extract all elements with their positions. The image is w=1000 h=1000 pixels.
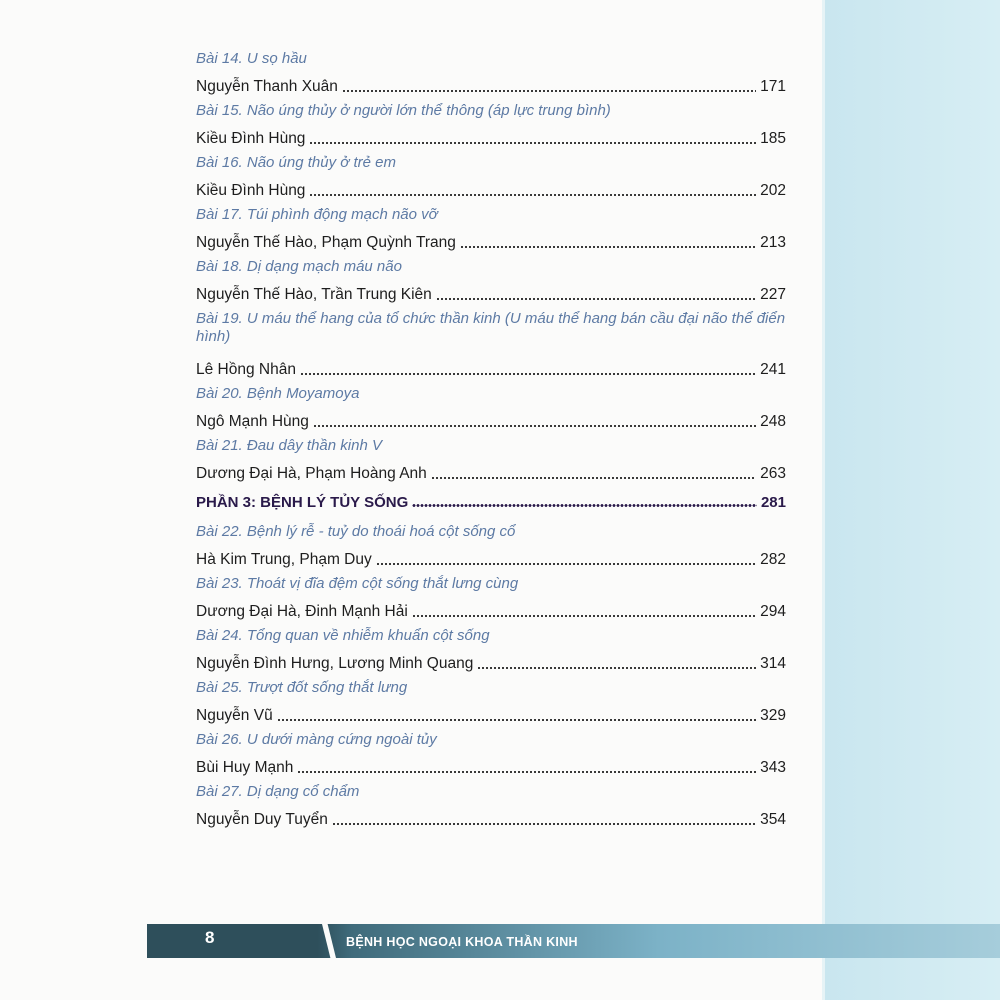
table-of-contents (196, 50, 786, 835)
toc-entry (196, 385, 786, 437)
lesson-authors: Dương Đại Hà, Đinh Mạnh Hải (196, 603, 408, 620)
toc-line (196, 809, 786, 829)
lesson-title: Bài 23. Thoát vị đĩa đệm cột sống thắt lưng cùng (196, 575, 519, 592)
page-number: 213 (760, 234, 786, 251)
toc-entry (196, 102, 786, 154)
toc-entry (196, 627, 786, 679)
lesson-title: Bài 15. Não úng thủy ở người lớn thể thông (áp lực trung bình) (196, 102, 611, 119)
toc-entry (196, 679, 786, 731)
dot-leader (313, 425, 756, 427)
lesson-authors: Kiều Đình Hùng (196, 182, 306, 199)
toc-entry (196, 154, 786, 206)
lesson-title: Bài 24. Tổng quan về nhiễm khuẩn cột sống (196, 627, 490, 644)
page-number: 281 (760, 494, 786, 511)
toc-entry (196, 783, 786, 835)
lesson-title: Bài 16. Não úng thủy ở trẻ em (196, 154, 397, 171)
page-number: 171 (760, 78, 786, 95)
toc-entry (196, 523, 786, 575)
lesson-authors: Bùi Huy Mạnh (196, 759, 294, 776)
lesson-authors: Nguyễn Đình Hưng, Lương Minh Quang (196, 655, 474, 672)
dot-leader (412, 504, 757, 507)
lesson-authors: Nguyễn Thế Hào, Phạm Quỳnh Trang (196, 234, 456, 251)
page-number: 329 (760, 707, 786, 724)
lesson-title: Bài 22. Bệnh lý rễ - tuỷ do thoái hoá cột sống cổ (196, 523, 516, 540)
dot-leader (300, 373, 756, 375)
lesson-title: Bài 20. Bệnh Moyamoya (196, 385, 360, 402)
toc-line (196, 601, 786, 621)
lesson-title: Bài 19. U máu thể hang của tổ chức thần kinh (U máu thể hang bán cầu đại não thể điển hình) (196, 310, 786, 345)
page-number: 202 (760, 182, 786, 199)
toc-entry (196, 437, 786, 489)
toc-line (196, 463, 786, 483)
footer-book-title: BỆNH HỌC NGOẠI KHOA THẦN KINH (346, 935, 578, 949)
lesson-authors: Dương Đại Hà, Phạm Hoàng Anh (196, 465, 427, 482)
dot-leader (309, 142, 756, 144)
dot-leader (460, 246, 756, 248)
lesson-authors: Nguyễn Thế Hào, Trần Trung Kiên (196, 286, 432, 303)
lesson-title: Bài 17. Túi phình động mạch não vỡ (196, 206, 438, 223)
dot-leader (477, 667, 756, 669)
part-heading-entry (196, 489, 786, 523)
dot-leader (332, 823, 756, 825)
lesson-authors: Lê Hồng Nhân (196, 361, 296, 378)
dot-leader (297, 771, 756, 773)
toc-line (196, 705, 786, 725)
lesson-title: Bài 18. Dị dạng mạch máu não (196, 258, 402, 275)
toc-line (196, 653, 786, 673)
lesson-authors: Kiều Đình Hùng (196, 130, 306, 147)
toc-line (196, 491, 786, 511)
lesson-title: Bài 27. Dị dạng cổ chẩm (196, 783, 360, 800)
page-number: 241 (760, 361, 786, 378)
toc-entry (196, 206, 786, 258)
dot-leader (436, 298, 756, 300)
side-strip (825, 0, 1000, 1000)
page-number: 282 (760, 551, 786, 568)
lesson-authors: Nguyễn Thanh Xuân (196, 78, 338, 95)
dot-leader (376, 563, 756, 565)
toc-line (196, 411, 786, 431)
page-number: 354 (760, 811, 786, 828)
page-number: 343 (760, 759, 786, 776)
dot-leader (342, 90, 756, 92)
lesson-title: Bài 26. U dưới màng cứng ngoài tủy (196, 731, 437, 748)
page-number: 185 (760, 130, 786, 147)
page-number: 248 (760, 413, 786, 430)
page-number: 294 (760, 603, 786, 620)
toc-entry (196, 575, 786, 627)
toc-line (196, 180, 786, 200)
lesson-title: Bài 14. U sọ hầu (196, 50, 307, 67)
lesson-authors: Ngô Mạnh Hùng (196, 413, 309, 430)
toc-line (196, 232, 786, 252)
toc-entry (196, 310, 786, 385)
toc-line (196, 76, 786, 96)
dot-leader (277, 719, 756, 721)
lesson-authors: Nguyễn Duy Tuyển (196, 811, 328, 828)
footer-page-number: 8 (205, 928, 215, 947)
lesson-title: Bài 25. Trượt đốt sống thắt lưng (196, 679, 408, 696)
toc-line (196, 284, 786, 304)
toc-line (196, 549, 786, 569)
lesson-authors: Nguyễn Vũ (196, 707, 273, 724)
page-number: 314 (760, 655, 786, 672)
toc-line (196, 757, 786, 777)
page-number: 227 (760, 286, 786, 303)
part-title: PHẦN 3: BỆNH LÝ TỦY SỐNG (196, 494, 409, 511)
page-number: 263 (760, 465, 786, 482)
toc-line (196, 359, 786, 379)
dot-leader (412, 615, 756, 617)
dot-leader (431, 477, 756, 479)
toc-entry (196, 50, 786, 102)
toc-line (196, 128, 786, 148)
lesson-authors: Hà Kim Trung, Phạm Duy (196, 551, 372, 568)
lesson-title: Bài 21. Đau dây thần kinh V (196, 437, 382, 454)
dot-leader (309, 194, 756, 196)
toc-entry (196, 731, 786, 783)
toc-entry (196, 258, 786, 310)
